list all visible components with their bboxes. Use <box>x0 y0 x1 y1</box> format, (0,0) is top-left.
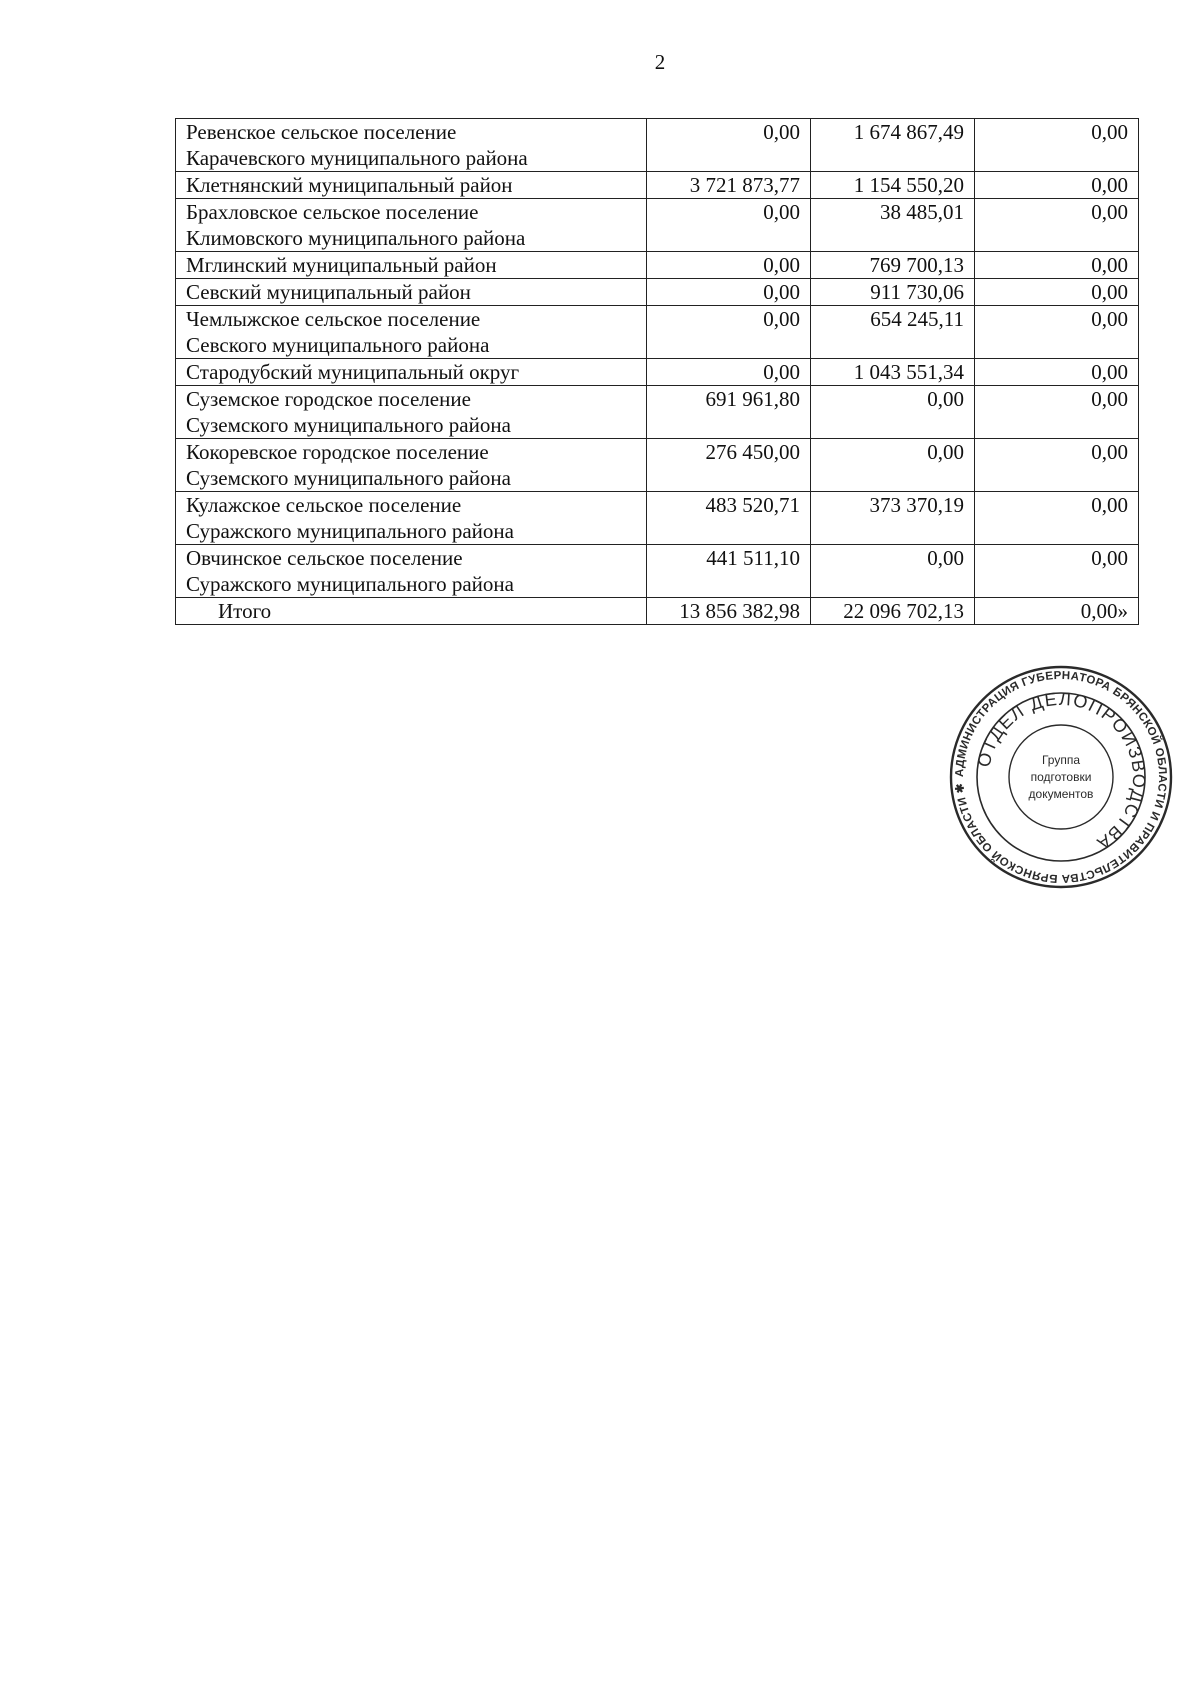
table-row <box>176 386 1139 439</box>
official-seal-stamp <box>948 664 1174 890</box>
amount-cell-3: 0,00 <box>975 386 1139 439</box>
amount-cell-3: 0,00 <box>975 172 1139 199</box>
table-total-row <box>176 598 1139 625</box>
amount-cell-3: 0,00» <box>975 598 1139 625</box>
municipality-name-cell: Стародубский муниципальный округ <box>176 359 647 386</box>
amount-cell-3: 0,00 <box>975 306 1139 359</box>
municipality-name-cell: Клетнянский муниципальный район <box>176 172 647 199</box>
table-row <box>176 252 1139 279</box>
amount-cell-2: 1 154 550,20 <box>811 172 975 199</box>
amount-cell-3: 0,00 <box>975 359 1139 386</box>
amount-cell-3: 0,00 <box>975 279 1139 306</box>
table-row <box>176 306 1139 359</box>
seal-outer-text: АДМИНИСТРАЦИЯ ГУБЕРНАТОРА БРЯНСКОЙ ОБЛАСТИ И ПРАВИТЕЛЬСТВА БРЯНСКОЙ ОБЛАСТИ ✱ <box>953 669 1169 885</box>
municipality-name-cell: Севский муниципальный район <box>176 279 647 306</box>
amount-cell-2: 0,00 <box>811 439 975 492</box>
amount-cell-1: 0,00 <box>647 199 811 252</box>
table-row <box>176 492 1139 545</box>
amount-cell-2: 0,00 <box>811 545 975 598</box>
seal-center-line-2: подготовки <box>1030 770 1092 784</box>
municipality-name-cell: Итого <box>176 598 647 625</box>
seal-inner-text: ОТДЕЛ ДЕЛОПРОИЗВОДСТВА <box>973 688 1150 855</box>
table-row <box>176 119 1139 172</box>
amount-cell-1: 691 961,80 <box>647 386 811 439</box>
table-row <box>176 439 1139 492</box>
amount-cell-2: 0,00 <box>811 386 975 439</box>
budget-table <box>175 118 1139 625</box>
table-row <box>176 199 1139 252</box>
amount-cell-2: 1 043 551,34 <box>811 359 975 386</box>
table-row <box>176 545 1139 598</box>
amount-cell-2: 1 674 867,49 <box>811 119 975 172</box>
municipality-name-cell: Овчинское сельское поселение Суражского муниципального района <box>176 545 647 598</box>
amount-cell-2: 22 096 702,13 <box>811 598 975 625</box>
municipality-name-cell: Ревенское сельское поселение Карачевского муниципального района <box>176 119 647 172</box>
amount-cell-3: 0,00 <box>975 492 1139 545</box>
amount-cell-1: 3 721 873,77 <box>647 172 811 199</box>
table-row <box>176 359 1139 386</box>
amount-cell-1: 0,00 <box>647 279 811 306</box>
amount-cell-2: 769 700,13 <box>811 252 975 279</box>
seal-center-line-1: Группа <box>1041 753 1081 767</box>
amount-cell-1: 0,00 <box>647 119 811 172</box>
municipality-name-cell: Суземское городское поселение Суземского муниципального района <box>176 386 647 439</box>
amount-cell-1: 276 450,00 <box>647 439 811 492</box>
budget-table-body <box>176 119 1139 625</box>
amount-cell-3: 0,00 <box>975 252 1139 279</box>
amount-cell-1: 13 856 382,98 <box>647 598 811 625</box>
municipality-name-cell: Мглинский муниципальный район <box>176 252 647 279</box>
page-number: 2 <box>654 50 666 74</box>
table-row <box>176 279 1139 306</box>
municipality-name-cell: Кокоревское городское поселение Суземского муниципального района <box>176 439 647 492</box>
amount-cell-3: 0,00 <box>975 199 1139 252</box>
municipality-name-cell: Брахловское сельское поселение Климовского муниципального района <box>176 199 647 252</box>
amount-cell-1: 483 520,71 <box>647 492 811 545</box>
amount-cell-1: 0,00 <box>647 252 811 279</box>
amount-cell-2: 911 730,06 <box>811 279 975 306</box>
amount-cell-1: 441 511,10 <box>647 545 811 598</box>
amount-cell-1: 0,00 <box>647 359 811 386</box>
municipality-name-cell: Чемлыжское сельское поселение Севского муниципального района <box>176 306 647 359</box>
amount-cell-3: 0,00 <box>975 545 1139 598</box>
municipality-name-cell: Кулажское сельское поселение Суражского муниципального района <box>176 492 647 545</box>
amount-cell-3: 0,00 <box>975 119 1139 172</box>
amount-cell-1: 0,00 <box>647 306 811 359</box>
amount-cell-2: 373 370,19 <box>811 492 975 545</box>
amount-cell-3: 0,00 <box>975 439 1139 492</box>
seal-center-line-3: документов <box>1028 787 1094 801</box>
amount-cell-2: 654 245,11 <box>811 306 975 359</box>
amount-cell-2: 38 485,01 <box>811 199 975 252</box>
table-row <box>176 172 1139 199</box>
